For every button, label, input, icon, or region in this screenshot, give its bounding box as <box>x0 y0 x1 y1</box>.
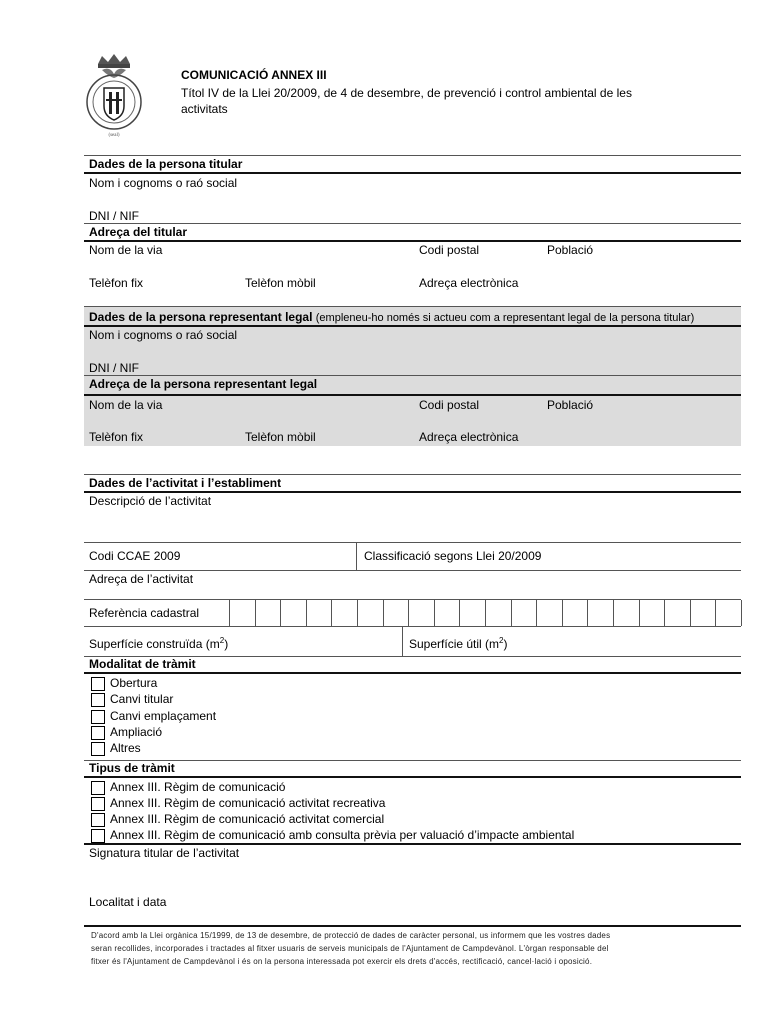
procedure-heading: Tipus de tràmit <box>89 761 175 775</box>
cadastral-cell[interactable] <box>459 600 486 626</box>
titular-address-heading: Adreça del titular <box>89 225 188 239</box>
representative-heading: Dades de la persona representant legal <box>89 310 313 324</box>
activity-description-label[interactable]: Descripció de l’activitat <box>89 494 212 508</box>
form-subtitle: Títol IV de la Llei 20/2009, de 4 de desembre, de prevenció i control ambiental de les <box>181 86 632 100</box>
divider <box>84 394 741 396</box>
cadastral-cell[interactable] <box>408 600 435 626</box>
svg-text:(seal): (seal) <box>108 133 120 138</box>
representative-heading-row <box>89 310 694 325</box>
titular-dni-label[interactable]: DNI / NIF <box>89 209 139 223</box>
divider <box>84 570 741 571</box>
modality-heading: Modalitat de tràmit <box>89 657 196 671</box>
titular-name-label[interactable]: Nom i cognoms o raó social <box>89 176 238 190</box>
divider <box>84 672 741 674</box>
modality-option-label: Ampliació <box>110 724 163 739</box>
procedure-option-label: Annex III. Règim de comunicació <box>110 780 286 794</box>
cadastral-cell[interactable] <box>306 600 333 626</box>
divider <box>84 626 741 627</box>
representative-street-label[interactable]: Nom de la via <box>89 398 163 412</box>
representative-town-label[interactable]: Població <box>547 398 594 412</box>
activity-heading: Dades de l’activitat i l’establiment <box>89 476 282 490</box>
divider <box>84 760 741 761</box>
cadastral-cell[interactable] <box>715 600 742 626</box>
cadastral-cell[interactable] <box>664 600 691 626</box>
form-title: COMUNICACIÓ ANNEX III <box>181 68 327 82</box>
cadastral-cell[interactable] <box>511 600 538 626</box>
cadastral-cell[interactable] <box>562 600 589 626</box>
procedure-checkbox[interactable] <box>91 781 105 795</box>
classification-label[interactable]: Classificació segons Llei 20/2009 <box>364 549 542 563</box>
built-area-label[interactable] <box>89 634 228 651</box>
privacy-notice-line: seran recollides, incorporades i tractades al fitxer usuaris de serveis municipals de l'Ajuntament de Campdevànol. L'òrgan responsable del <box>91 944 609 953</box>
procedure-option-label: Annex III. Règim de comunicació amb consulta prèvia per valuació d’impacte ambiental <box>110 828 575 842</box>
privacy-notice-line: D'acord amb la Llei orgànica 15/1999, de 13 de desembre, de protecció de dades de caràcter personal, us informem que les vostres dades <box>91 931 611 940</box>
representative-postal-label[interactable]: Codi postal <box>419 398 480 412</box>
modality-checkbox[interactable] <box>91 710 105 724</box>
place-date-label[interactable]: Localitat i data <box>89 895 167 909</box>
superscript: 2 <box>499 636 504 645</box>
representative-email-label[interactable]: Adreça electrònica <box>419 430 519 444</box>
privacy-notice-line: fitxer és l'Ajuntament de Campdevànol i és on la persona interessada pot exercir els drets d'accés, rectificació, cancel·lació i oposició. <box>91 957 593 966</box>
titular-street-label[interactable]: Nom de la via <box>89 243 163 257</box>
divider <box>84 325 741 327</box>
cadastral-cell[interactable] <box>255 600 282 626</box>
cadastral-cell[interactable] <box>229 600 256 626</box>
modality-option-label: Obertura <box>110 676 158 690</box>
divider <box>84 240 741 242</box>
form-subtitle-continued: activitats <box>181 102 228 116</box>
cadastral-cell[interactable] <box>690 600 717 626</box>
modality-option-label: Canvi emplaçament <box>110 708 217 723</box>
divider <box>84 306 741 307</box>
paren: ) <box>503 637 508 651</box>
modality-option-label: Canvi titular <box>110 692 174 707</box>
divider <box>84 375 741 376</box>
privacy-notice <box>91 929 741 968</box>
divider <box>84 925 741 927</box>
divider <box>84 223 741 224</box>
representative-address-heading: Adreça de la persona representant legal <box>89 377 318 391</box>
titular-heading: Dades de la persona titular <box>89 157 243 171</box>
seal-emblem-icon <box>80 52 148 140</box>
modality-option-label: Altres <box>110 741 141 756</box>
procedure-checkbox[interactable] <box>91 813 105 827</box>
representative-dni-label[interactable]: DNI / NIF <box>89 361 139 375</box>
modality-checkbox[interactable] <box>91 726 105 740</box>
procedure-checkbox[interactable] <box>91 797 105 811</box>
procedure-checkbox[interactable] <box>91 829 105 843</box>
ccae-label[interactable]: Codi CCAE 2009 <box>89 549 181 563</box>
representative-section <box>84 306 741 446</box>
representative-name-label[interactable]: Nom i cognoms o raó social <box>89 328 238 342</box>
representative-mobile-label[interactable]: Telèfon mòbil <box>245 430 316 444</box>
cadastral-cell[interactable] <box>639 600 666 626</box>
titular-town-label[interactable]: Població <box>547 243 594 257</box>
divider <box>84 474 741 475</box>
divider <box>84 542 741 543</box>
divider <box>84 172 741 174</box>
cadastral-cell[interactable] <box>383 600 410 626</box>
modality-checkbox[interactable] <box>91 693 105 707</box>
cadastral-cell[interactable] <box>536 600 563 626</box>
superscript: 2 <box>219 636 225 645</box>
modality-checkbox[interactable] <box>91 677 105 691</box>
procedure-option-label: Annex III. Règim de comunicació activitat recreativa <box>110 796 386 810</box>
titular-email-label[interactable]: Adreça electrònica <box>419 276 519 290</box>
representative-phone-label[interactable]: Telèfon fix <box>89 430 144 444</box>
cadastral-label: Referència cadastral <box>89 606 200 620</box>
procedure-option-label: Annex III. Règim de comunicació activitat comercial <box>110 812 385 826</box>
divider <box>84 491 741 493</box>
built-area-text: Superfície construïda (m <box>89 637 220 651</box>
titular-mobile-label[interactable]: Telèfon mòbil <box>245 276 316 290</box>
vertical-divider <box>402 626 403 656</box>
cadastral-cell[interactable] <box>280 600 307 626</box>
divider <box>84 843 741 845</box>
cadastral-cell-end <box>741 600 742 626</box>
cadastral-cell[interactable] <box>613 600 640 626</box>
modality-checkbox[interactable] <box>91 742 105 756</box>
divider <box>84 155 741 156</box>
useful-area-text: Superfície útil (m <box>409 637 500 651</box>
activity-address-label[interactable]: Adreça de l’activitat <box>89 572 194 586</box>
cadastral-cell[interactable] <box>331 600 358 626</box>
cadastral-cell[interactable] <box>434 600 461 626</box>
useful-area-label[interactable] <box>409 634 507 651</box>
divider <box>84 776 741 778</box>
vertical-divider <box>356 542 357 570</box>
representative-note: (empleneu-ho només si actueu com a representant legal de la persona titular) <box>315 312 695 324</box>
titular-phone-label[interactable]: Telèfon fix <box>89 276 144 290</box>
cadastral-cell[interactable] <box>485 600 512 626</box>
municipal-seal <box>80 52 148 140</box>
cadastral-cell[interactable] <box>587 600 614 626</box>
titular-postal-label[interactable]: Codi postal <box>419 243 480 257</box>
signature-label[interactable]: Signatura titular de l’activitat <box>89 846 240 860</box>
cadastral-cell[interactable] <box>357 600 384 626</box>
paren: ) <box>224 637 229 651</box>
